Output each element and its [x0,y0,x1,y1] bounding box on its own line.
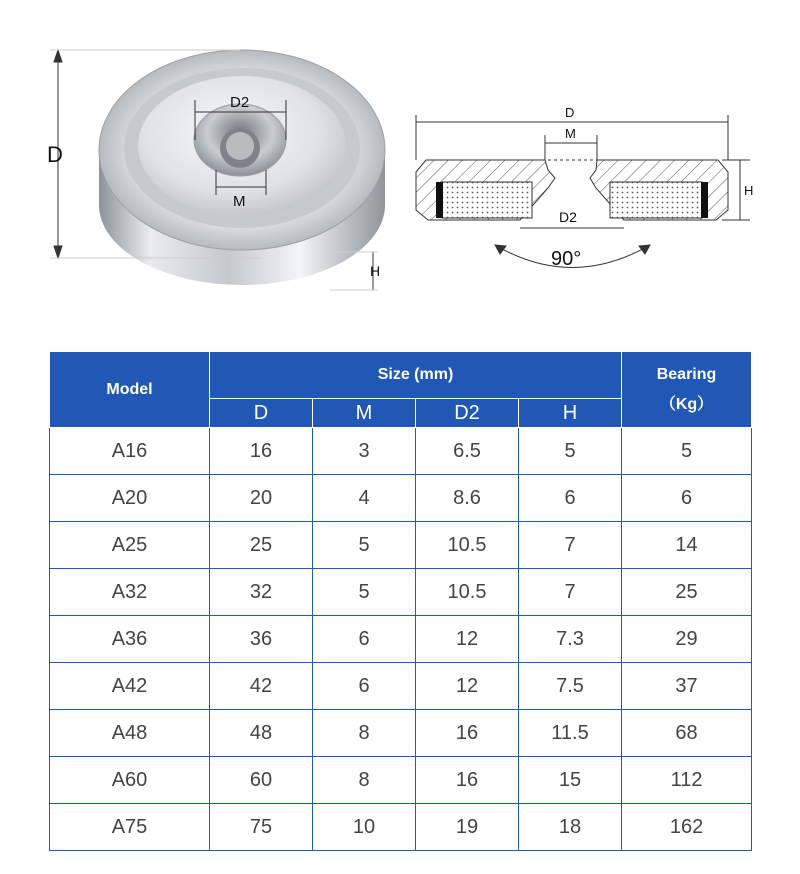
cell-D: 42 [210,663,313,710]
magnet-photo [99,50,385,285]
cell-bearing: 68 [622,710,752,757]
header-bearing-line2: （Kg） [659,395,714,413]
cell-D2: 6.5 [416,428,519,475]
cell-M: 6 [313,616,416,663]
spec-table [49,351,752,851]
cell-D2: 10.5 [416,569,519,616]
cell-D2: 16 [416,710,519,757]
table-row [50,663,752,710]
photo-label-D: D [47,142,63,167]
header-col-D2: D2 [416,399,519,428]
section-label-angle: 90° [551,248,582,270]
cell-M: 5 [313,569,416,616]
header-model: Model [50,352,210,428]
cell-model: A25 [50,522,210,569]
cell-bearing: 5 [622,428,752,475]
cell-H: 7 [519,522,622,569]
header-bearing-line1: Bearing [656,365,717,383]
photo-label-M: M [233,193,246,210]
cell-model: A16 [50,428,210,475]
cell-D2: 12 [416,616,519,663]
cell-M: 10 [313,804,416,851]
table-row [50,757,752,804]
cell-bearing: 112 [622,757,752,804]
cell-D2: 19 [416,804,519,851]
cell-H: 5 [519,428,622,475]
cell-model: A60 [50,757,210,804]
cell-model: A20 [50,475,210,522]
table-body [50,428,752,851]
cell-bearing: 29 [622,616,752,663]
table-row [50,428,752,475]
cell-model: A75 [50,804,210,851]
cell-H: 18 [519,804,622,851]
cell-M: 4 [313,475,416,522]
cell-D: 36 [210,616,313,663]
header-bearing [622,352,752,428]
photo-label-H: H [370,263,381,279]
cell-D: 60 [210,757,313,804]
table-row [50,804,752,851]
cell-model: A42 [50,663,210,710]
cell-D: 25 [210,522,313,569]
cell-H: 6 [519,475,622,522]
cell-bearing: 37 [622,663,752,710]
cell-D2: 16 [416,757,519,804]
cell-bearing: 6 [622,475,752,522]
cell-model: A36 [50,616,210,663]
section-label-D2: D2 [559,209,577,225]
section-label-D: D [565,105,575,120]
cell-D2: 10.5 [416,522,519,569]
cell-M: 5 [313,522,416,569]
section-label-H: H [744,183,754,198]
header-col-M: M [313,399,416,428]
table-row [50,475,752,522]
cell-H: 11.5 [519,710,622,757]
cell-bearing: 25 [622,569,752,616]
cell-M: 3 [313,428,416,475]
table-row [50,616,752,663]
cell-bearing: 162 [622,804,752,851]
header-col-D: D [210,399,313,428]
table-row [50,569,752,616]
cell-M: 6 [313,663,416,710]
cell-H: 15 [519,757,622,804]
cell-D: 75 [210,804,313,851]
table-row [50,710,752,757]
cell-M: 8 [313,710,416,757]
table-row [50,522,752,569]
product-figure [0,0,800,320]
cell-D2: 12 [416,663,519,710]
header-col-H: H [519,399,622,428]
cell-model: A32 [50,569,210,616]
cell-D: 20 [210,475,313,522]
cell-D: 16 [210,428,313,475]
photo-label-D2: D2 [230,94,250,111]
section-label-M: M [565,126,576,141]
cell-H: 7.5 [519,663,622,710]
header-size: Size (mm) [210,352,622,399]
cell-H: 7 [519,569,622,616]
cell-D: 32 [210,569,313,616]
cell-D: 48 [210,710,313,757]
cell-M: 8 [313,757,416,804]
cell-model: A48 [50,710,210,757]
cell-bearing: 14 [622,522,752,569]
cell-D2: 8.6 [416,475,519,522]
cell-H: 7.3 [519,616,622,663]
